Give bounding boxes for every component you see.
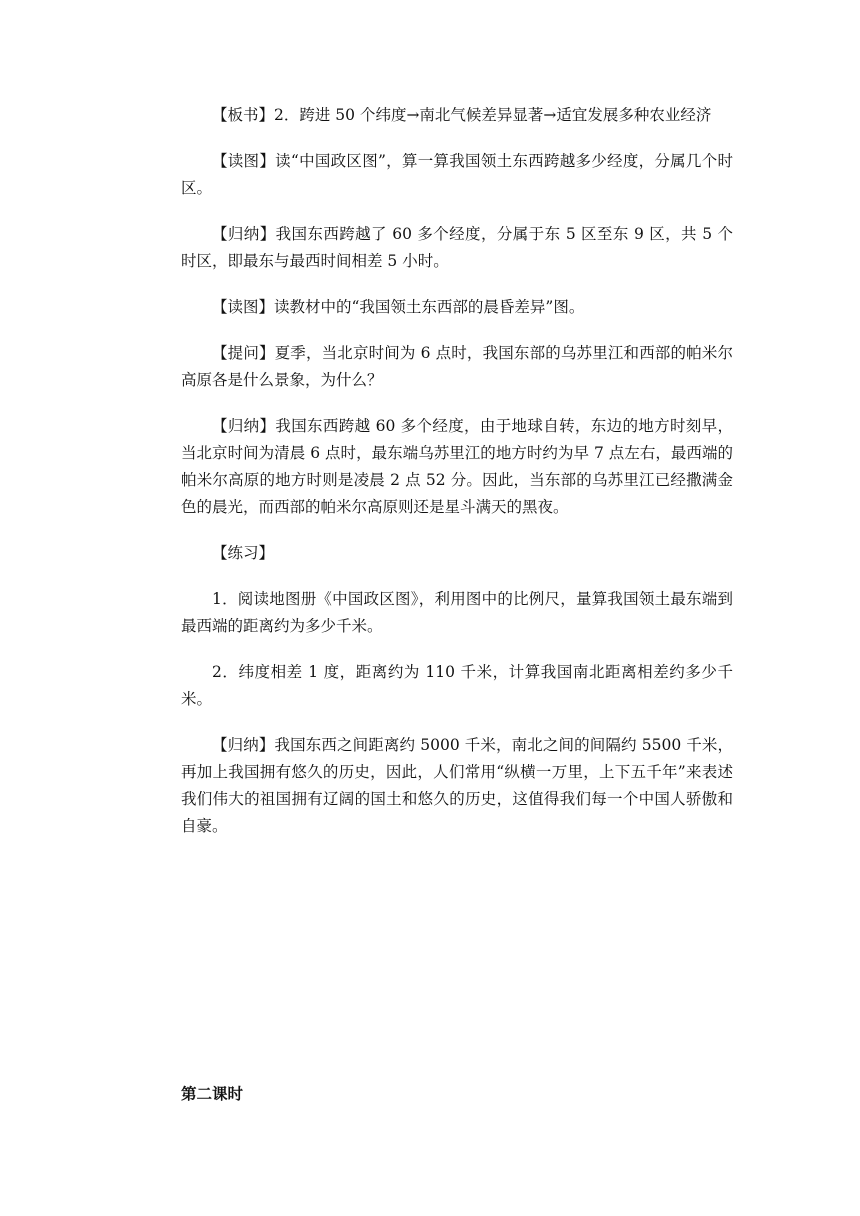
paragraph-summary-3: 【归纳】我国东西之间距离约 5000 千米，南北之间的间隔约 5500 千米，再加上我国拥有悠久的历史，因此，人们常用“纵横一万里，上下五千年”来表述我们伟大的祖国拥有辽阔的国土和悠久的历史，这值得我们每一个中国人骄傲和自豪。 [181,736,733,835]
section-heading: 第二课时 [181,1085,244,1103]
paragraph-summary-2: 【归纳】我国东西跨越 60 多个经度，由于地球自转，东边的地方时刻早，当北京时间为清晨 6 点时，最东端乌苏里江的地方时约为早 7 点左右，最西端的帕米尔高原的地方时则是凌晨 2 点 52 分。因此，当东部的乌苏里江已经撒满金色的晨光，而西部的帕米尔高原则还是星斗满天的黑夜。 [181,417,733,516]
paragraph-exercise-1: 1．阅读地图册《中国政区图》，利用图中的比例尺，量算我国领土最东端到最西端的距离约为多少千米。 [181,590,733,635]
document-body [181,102,733,859]
paragraph-exercise-2: 2．纬度相差 1 度，距离约为 110 千米，计算我国南北距离相差约多少千米。 [181,663,733,708]
paragraph-map-reading-2: 【读图】读教材中的“我国领土东西部的晨昏差异”图。 [212,298,585,316]
paragraph-exercise-label: 【练习】 [212,544,275,562]
paragraph-blackboard-note: 【板书】2．跨进 50 个纬度→南北气候差异显著→适宜发展多种农业经济 [212,106,712,124]
paragraph-summary-1: 【归纳】我国东西跨越了 60 多个经度，分属于东 5 区至东 9 区，共 5 个时区，即最东与最西时间相差 5 小时。 [181,225,733,270]
paragraph-question: 【提问】夏季，当北京时间为 6 点时，我国东部的乌苏里江和西部的帕米尔高原各是什么景象，为什么？ [181,344,733,389]
paragraph-map-reading-1: 【读图】读“中国政区图”，算一算我国领土东西跨越多少经度，分属几个时区。 [181,152,733,197]
